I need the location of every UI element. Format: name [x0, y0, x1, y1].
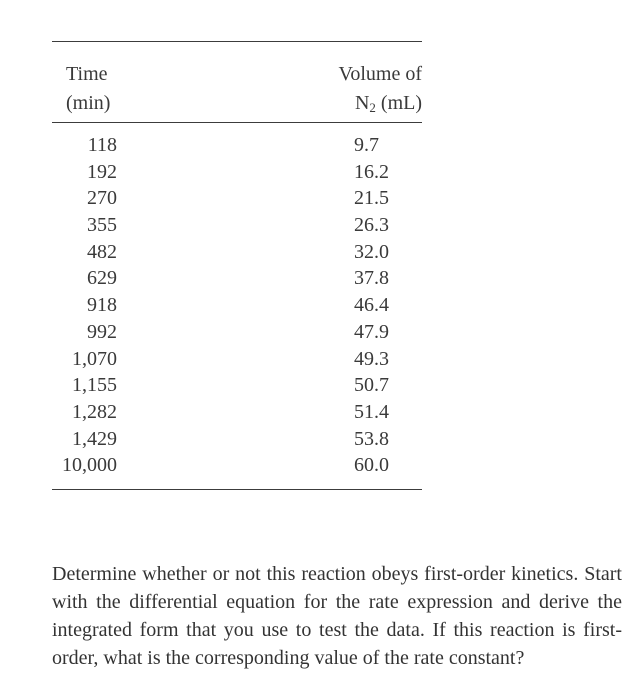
time-cell: 629 [87, 267, 117, 290]
volume-column-header [338, 60, 422, 118]
table-row [52, 319, 422, 346]
time-cell: 10,000 [62, 454, 117, 477]
table-bottom-rule [52, 489, 422, 490]
volume-header-unit: (mL) [375, 92, 422, 114]
volume-cell: 32.0 [354, 240, 389, 263]
time-cell: 1,282 [72, 400, 117, 423]
volume-cell: 16.2 [354, 160, 389, 183]
time-cell: 482 [87, 240, 117, 263]
time-cell: 192 [87, 160, 117, 183]
time-cell: 270 [87, 187, 117, 210]
table-row [52, 265, 422, 292]
table-row [52, 159, 422, 186]
time-cell: 918 [87, 294, 117, 317]
table-row [52, 239, 422, 266]
table-row [52, 346, 422, 373]
volume-cell: 37.8 [354, 267, 389, 290]
time-cell: 992 [87, 320, 117, 343]
table-row [52, 212, 422, 239]
volume-cell: 49.3 [354, 347, 389, 370]
time-cell: 1,155 [72, 374, 117, 397]
question-text: Determine whether or not this reaction obeys first-order kinetics. Start with the differential equation for the rate expression and derive the integrated form that you use to test the data. If this reaction is first-order, what is the corresponding value of the rate constant? [52, 563, 622, 669]
time-cell: 1,070 [72, 347, 117, 370]
volume-cell: 46.4 [354, 294, 389, 317]
table-row [52, 185, 422, 212]
table-row [52, 426, 422, 453]
volume-cell: 26.3 [354, 214, 389, 237]
data-table [52, 41, 422, 490]
table-row [52, 452, 422, 479]
time-column-header [66, 60, 110, 118]
table-header [52, 42, 422, 122]
volume-header-line1: Volume of [338, 63, 422, 85]
volume-header-subscript: 2 [369, 100, 376, 115]
volume-cell: 53.8 [354, 427, 389, 450]
time-header-line1: Time [66, 63, 108, 85]
table-row [52, 292, 422, 319]
table-row [52, 132, 422, 159]
time-cell: 355 [87, 214, 117, 237]
table-header-rule [52, 122, 422, 123]
volume-header-line2 [338, 89, 422, 118]
volume-cell: 21.5 [354, 187, 389, 210]
table-body [52, 132, 422, 489]
volume-cell: 50.7 [354, 374, 389, 397]
time-header-line2: (min) [66, 92, 111, 114]
volume-cell: 47.9 [354, 320, 389, 343]
volume-cell: 51.4 [354, 400, 389, 423]
time-cell: 1,429 [72, 427, 117, 450]
volume-header-symbol: N [354, 92, 370, 114]
time-cell: 118 [87, 134, 117, 156]
table-row [52, 372, 422, 399]
volume-cell: 60.0 [354, 454, 389, 477]
volume-cell: 9.7 [354, 134, 379, 156]
table-row [52, 399, 422, 426]
